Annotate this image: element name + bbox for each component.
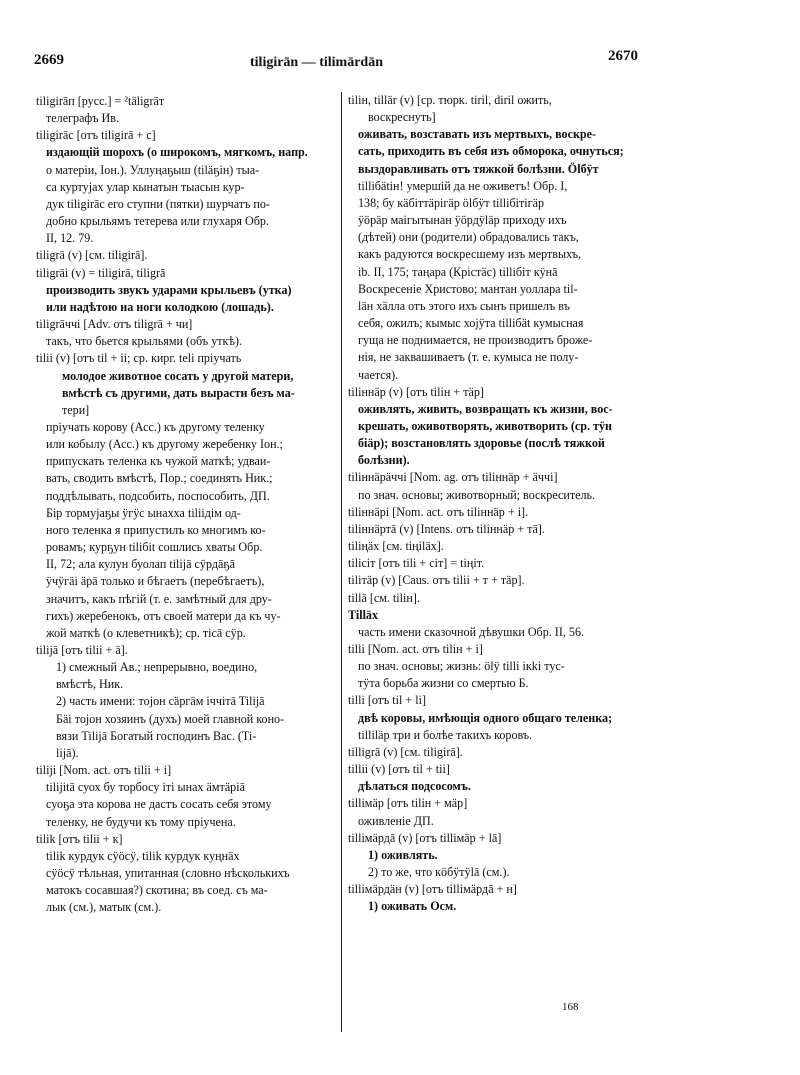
definition-line: воскреснуть] (368, 110, 436, 125)
headword-line: tiligirāс [отъ tiligirā + с] (36, 128, 156, 143)
definition-line: läн хäлла отъ этого ихъ сынъ пришелъ въ (358, 298, 570, 313)
headword-line: tillā [см. tilін]. (348, 590, 420, 605)
definition-line: припускать теленка къ чужой маткѣ; удваи- (46, 454, 271, 469)
definition-line: ӱчӱгäi äрā только и бѣгаетъ (перебѣгаетъ), (46, 574, 265, 589)
definition-line: вать, сводить вмѣстѣ, Пор.; соединять Ник.; (46, 471, 273, 486)
definition-line: такъ, что бьется крыльями (объ уткѣ). (46, 334, 243, 349)
headword-line: tilіннäрі [Nom. act. отъ tilіннäр + і]. (348, 504, 529, 519)
definition-line: вмѣстѣ, Ник. (56, 677, 124, 692)
definition-line: гихъ) жеребенокъ, отъ своей матери да къ чу- (46, 608, 281, 623)
definition-line: II, 12. 79. (46, 231, 94, 246)
definition-line: или кобылу (Асс.) къ другому жеребенку Іон.; (46, 437, 283, 452)
definition-line: вмѣстѣ съ другими, дать вырасти безъ ма- (62, 385, 295, 400)
definition-line: ного теленка я припустилъ ко многимъ ко- (46, 522, 266, 537)
definition-line: Бäi тојон хозяинъ (духъ) моей главной коно- (56, 711, 285, 726)
definition-line: по знач. основы; жизнь: ölӱ tilli ікki тус- (358, 659, 565, 674)
definition-line: оживленіе ДП. (358, 813, 434, 828)
headword-line: tillii (v) [отъ til + tii] (348, 762, 450, 777)
definition-line: оживать, возставать изъ мертвыхъ, воскре- (358, 127, 597, 142)
definition-line: какъ радуются воскресшему изъ мертвыхъ, (358, 247, 582, 262)
definition-line: ровамъ; курҕун tiliбit сошлись хваты Обр. (46, 540, 263, 555)
definition-line: оживлять, живить, возвращать къ жизни, вос- (358, 401, 613, 416)
definition-line: жой маткѣ (о клеветникѣ); ср. тісā сӱр. (46, 625, 246, 640)
definition-line: тӱта борьба жизни со смертью Б. (358, 676, 529, 691)
definition-line: выздоравливать отъ тяжкой болѣзни. Ölбӱт (358, 161, 599, 176)
definition-line: дѣлаться подсосомъ. (358, 779, 471, 794)
headword-line: tilін, tillär (v) [ср. тюрк. tiril, diril ожить, (348, 93, 552, 107)
definition-line: 2) часть имени: тојон сäргäм іччітā Tilijā (56, 694, 265, 709)
headword-line: tiligrāччi [Adv. отъ tiligrā + чи] (36, 317, 193, 332)
definition-line: tilik курдук сӱöсӱ, tilik курдук куңнāх (46, 848, 240, 863)
definition-line: крешать, оживотворять, животворить (ср. тÿн (358, 418, 612, 433)
definition-line: двѣ коровы, имѣющія одного общаго теленка; (358, 710, 613, 725)
definition-line: tillібätiн! умершій да не оживетъ! Обр. I, (358, 178, 568, 193)
definition-line: 2) то же, что кöбӱтӱlā (см.). (368, 865, 510, 880)
definition-line: телеграфъ Ив. (46, 111, 120, 126)
definition-line: по знач. основы; животворный; воскреситель. (358, 487, 596, 502)
definition-line: ib. II, 175; таңара (Крістäс) tillібіт кӱнā (358, 264, 558, 279)
headword-line: tilіннäр (v) [отъ tilін + тäр] (348, 384, 484, 399)
headword-line: tilітäр (v) [Caus. отъ tilii + т + тäр]. (348, 573, 525, 588)
definition-line: или надѣтою на ноги колодкою (лошадь). (46, 299, 274, 314)
definition-line: Бір тормујаҕы ӱгӱс ынахха tiliідім од- (46, 505, 241, 520)
headword-line: tilijā [отъ tilii + ä]. (36, 643, 128, 657)
definition-line: лык (см.), матык (см.). (46, 900, 162, 915)
right-column (348, 92, 654, 916)
headword-line: tiliңäx [см. tiңiläx]. (348, 539, 444, 554)
headword-line: tilligrā (v) [см. tiligirā]. (348, 744, 463, 759)
definition-line: пріучать корову (Асс.) къ другому теленку (46, 419, 265, 434)
left-column (36, 93, 334, 917)
definition-line: дук tiligirāс его ступни (пятки) шурчатъ по- (46, 196, 270, 211)
definition-line: tilijitā суох бу торбосу іті ынах äмтäрiā (46, 780, 245, 795)
definition-line: матокъ сосавшая?) скотина; въ соед. съ ма- (46, 883, 268, 898)
definition-line: гуща не поднимается, не производитъ броже- (358, 333, 593, 348)
definition-line: вязи Tilijā Богатый господинъ Вас. (Ti- (56, 728, 257, 743)
definition-line: 138; бу кäбiттäрiгäр ölбӱт tillібітiгäр (358, 195, 545, 210)
definition-line: производить звукъ ударами крыльевъ (утка) (46, 282, 292, 297)
definition-line: молодое животное сосать у другой матери, (62, 368, 294, 383)
definition-line: суоҕа эта корова не дастъ сосать себя этому (46, 797, 272, 812)
signature-mark: 168 (562, 1001, 579, 1013)
definition-line: II, 72; ала кулун буолап tilijā сӱрдāҕā (46, 557, 235, 572)
headword-line: tilik [отъ tilii + к] (36, 831, 123, 846)
definition-line: поддѣлывать, подсобить, поспособить, ДП. (46, 488, 270, 503)
headword-line: tillімäр [отъ tilін + мäр] (348, 796, 468, 811)
definition-line: нія, не заквашиваетъ (т. е. кумыса не полу- (358, 350, 579, 365)
headword-line: tilіннäрäччі [Nom. ag. отъ tilіннäр + äччі] (348, 470, 558, 485)
definition-line: сать, приходить въ себя изъ обморока, очнуться; (358, 144, 624, 159)
definition-line: чается). (358, 367, 399, 382)
definition-line: 1) оживлять. (368, 847, 438, 862)
definition-line: добно крыльямъ тетерева или глухаря Обр. (46, 214, 269, 229)
definition-line: 1) смежный Ав.; непрерывно, воедино, (56, 660, 258, 675)
definition-line: ӱöрäр маiгытынан ӱöрдӱläр приходу ихъ (358, 213, 567, 228)
definition-line: теленку, не будучи къ тому пріучена. (46, 814, 236, 829)
definition-line: сӱöсӱ тѣльная, упитанная (словно нѣсколькихъ (46, 866, 290, 881)
headword-line: tilіннäртā (v) [Intens. отъ tilіннäр + тā]. (348, 521, 545, 536)
definition-line: часть имени сказочной дѣвушки Обр. II, 56. (358, 624, 585, 639)
definition-line: са куртујах улар кынатын тыасын кур- (46, 179, 245, 194)
headword-line: tilli [отъ til + li] (348, 693, 426, 708)
headword-line: tilli [Nom. act. отъ tilін + і] (348, 642, 483, 656)
headword-line: tillімäрдā (v) [отъ tillімäр + lā] (348, 830, 502, 845)
definition-line: издающій шорохъ (о широкомъ, мягкомъ, напр. (46, 145, 308, 160)
headword-line: tilii (v) [отъ til + ii; ср. кирг. teli пріучать (36, 351, 242, 366)
column-divider (341, 92, 342, 1032)
definition-line: о матеріи, Іон.). Уллуңаҕыш (tiläҕiн) тыа- (46, 162, 260, 177)
definition-line: значитъ, какъ пѣгій (т. е. замѣтный для дру- (46, 591, 272, 606)
right-page-number: 2670 (608, 48, 638, 64)
running-head: tiligirān — tilimārdān (250, 55, 383, 70)
headword-line: tiliji [Nom. act. отъ tilii + і] (36, 763, 172, 778)
headword-line: Tilläx (348, 607, 379, 622)
definition-line: болѣзни). (358, 453, 410, 468)
definition-line: Воскресеніе Христово; мантан уоллара til- (358, 281, 578, 296)
headword-line: tiligirāп [русс.] = ²täligrāт (36, 94, 165, 108)
definition-line: (дѣтей) они (родители) обрадовались такъ, (358, 230, 579, 245)
headword-line: tiligrāi (v) = tiligirā, tiligrā (36, 265, 166, 280)
headword-line: tillімäрдäн (v) [отъ tillімäрдā + н] (348, 882, 517, 897)
definition-line: бiäр); возстановлять здоровье (послѣ тяжкой (358, 436, 605, 451)
definition-line: себя, ожилъ; кымыс хојӱта tillібät кумысная (358, 316, 584, 331)
left-page-number: 2669 (34, 52, 64, 68)
definition-line: тери] (62, 402, 90, 417)
headword-line: tiligrā (v) [см. tiligirā]. (36, 248, 148, 263)
definition-line: lijā). (56, 745, 79, 760)
headword-line: tilісіт [отъ tili + сіт] = tiңiт. (348, 556, 485, 571)
definition-line: 1) оживать Осм. (368, 899, 457, 914)
definition-line: tilliläр три и болѣе такихъ коровъ. (358, 727, 533, 742)
